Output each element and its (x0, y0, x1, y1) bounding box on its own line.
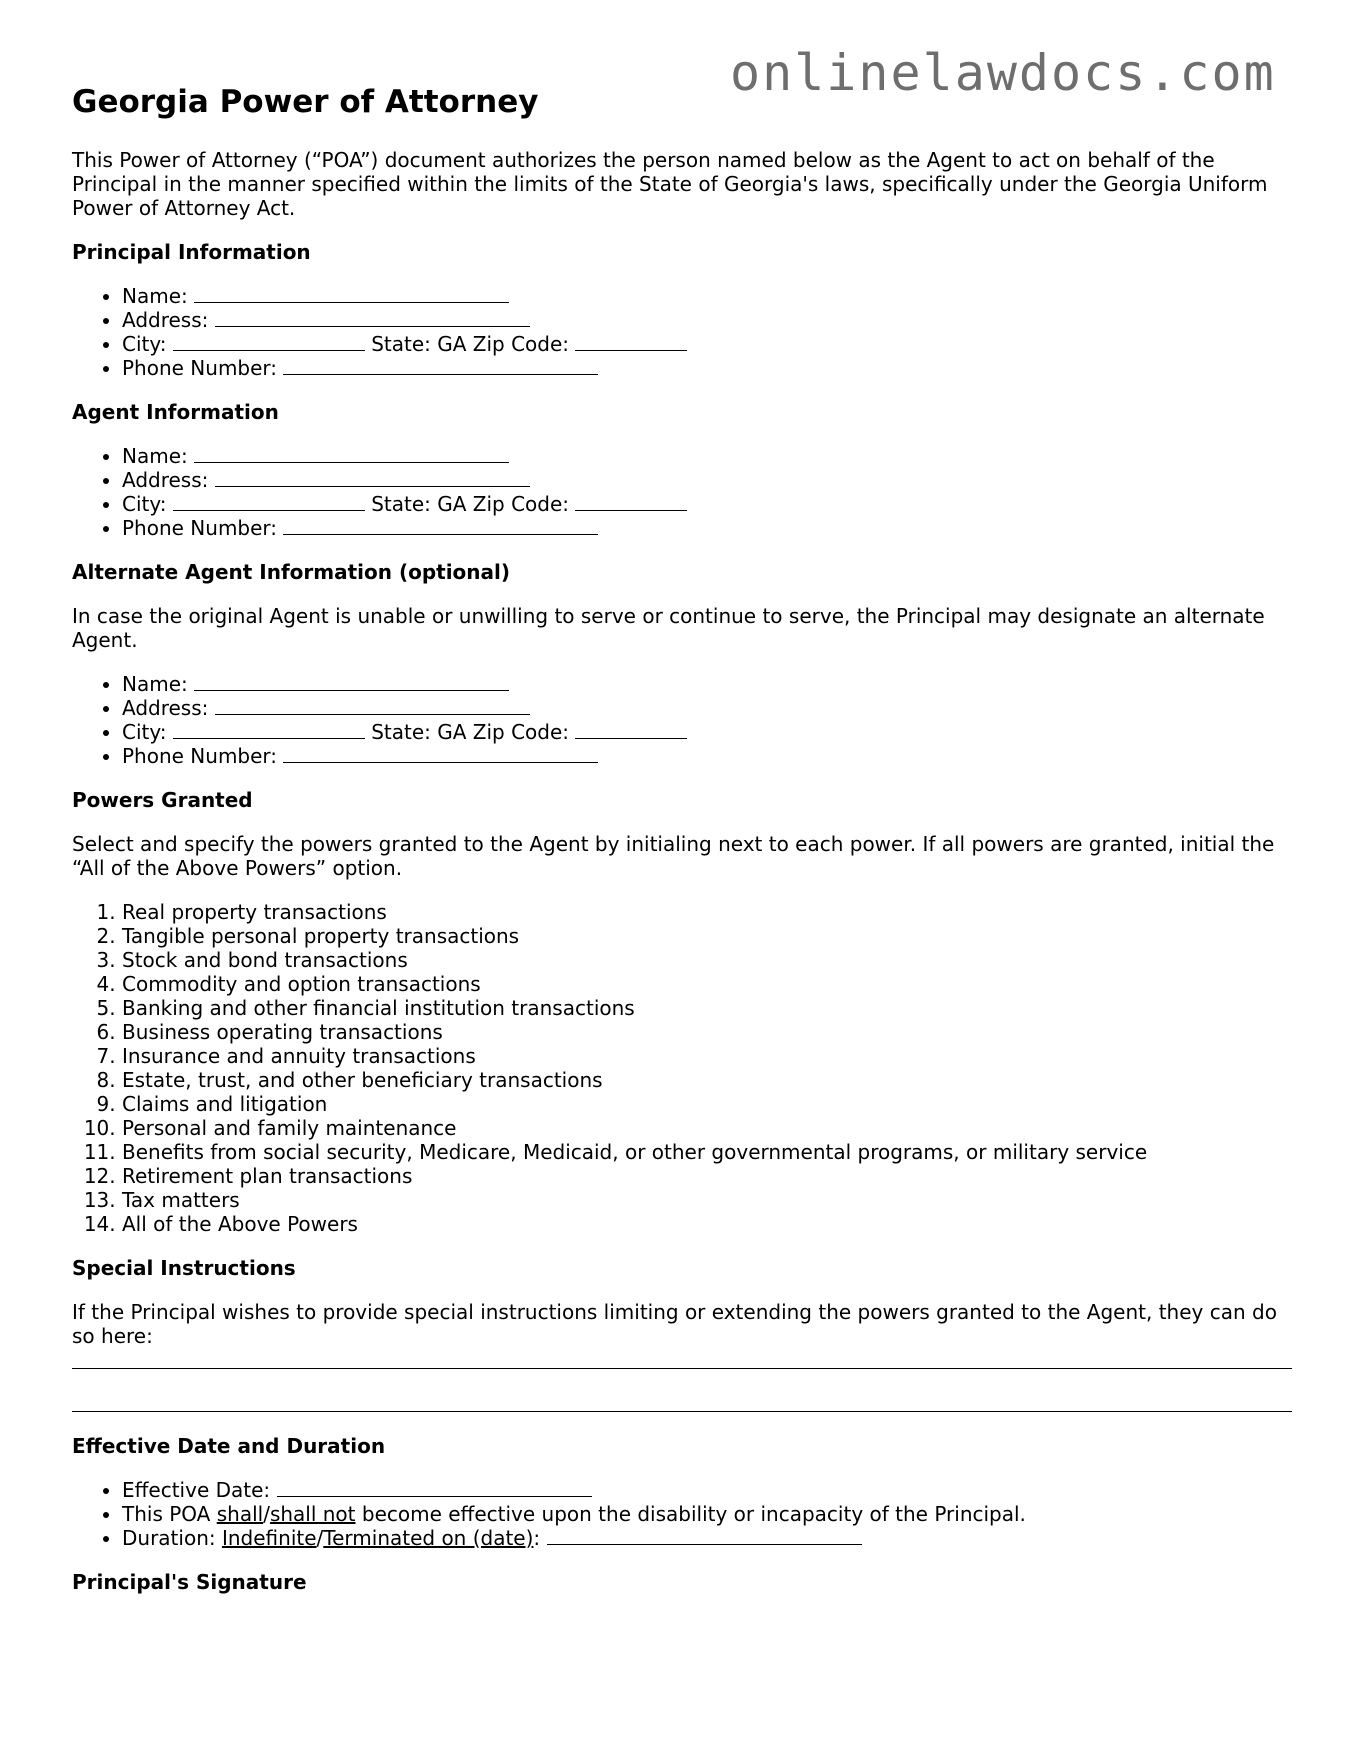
powers-paragraph: Select and specify the powers granted to the Agent by initialing next to each power. If all powers are granted, initial the “All of the Above Powers” option. (72, 832, 1275, 880)
agent-name-field: • Name: (122, 444, 1292, 468)
special-instructions-line-1[interactable] (72, 1368, 1292, 1369)
principal-city-blank[interactable] (173, 332, 365, 351)
powers-list (72, 900, 1292, 1236)
duration-date-blank[interactable] (547, 1526, 862, 1545)
agent-name-blank[interactable] (194, 444, 509, 463)
alternate-address-blank[interactable] (215, 696, 530, 715)
special-heading: Special Instructions (72, 1256, 296, 1280)
power-item: 9. Claims and litigation (122, 1092, 1292, 1116)
power-item: 5. Banking and other financial institution transactions (122, 996, 1292, 1020)
principal-phone-field: • Phone Number: (122, 356, 1292, 380)
intro-paragraph: This Power of Attorney (“POA”) document authorizes the person named below as the Agent to act on behalf of the Principal in the manner specified within the limits of the State of Georgia's laws, specifically under the Georgia Uniform Power of Attorney Act. (72, 148, 1268, 220)
power-item: 10. Personal and family maintenance (122, 1116, 1292, 1140)
effective-condition: • This POA shall/shall not become effective upon the disability or incapacity of the Principal. (122, 1502, 1292, 1526)
agent-city-blank[interactable] (173, 492, 365, 511)
power-item: 1. Real property transactions (122, 900, 1292, 924)
power-item: 4. Commodity and option transactions (122, 972, 1292, 996)
watermark: onlinelawdocs.com (730, 44, 1276, 102)
document (72, 82, 1292, 1614)
alternate-phone-blank[interactable] (283, 744, 598, 763)
indefinite-option[interactable]: Indefinite (221, 1526, 317, 1550)
duration-field: • Duration: Indefinite/Terminated on (date): (122, 1526, 1292, 1550)
effective-fields (72, 1478, 1292, 1550)
effective-date-field: • Effective Date: (122, 1478, 1292, 1502)
effective-date-blank[interactable] (277, 1478, 592, 1497)
power-item: 6. Business operating transactions (122, 1020, 1292, 1044)
shall-not-option[interactable]: shall not (269, 1502, 356, 1526)
alternate-paragraph: In case the original Agent is unable or unwilling to serve or continue to serve, the Principal may designate an alternate Agent. (72, 604, 1265, 652)
effective-heading: Effective Date and Duration (72, 1434, 386, 1458)
agent-city-field: • City: State: GA Zip Code: (122, 492, 1292, 516)
agent-zip-blank[interactable] (575, 492, 687, 511)
principal-phone-blank[interactable] (283, 356, 598, 375)
alternate-name-blank[interactable] (194, 672, 509, 691)
power-item: 12. Retirement plan transactions (122, 1164, 1292, 1188)
principal-name-field: • Name: (122, 284, 1292, 308)
principal-heading: Principal Information (72, 240, 311, 264)
power-item: 14. All of the Above Powers (122, 1212, 1292, 1236)
agent-phone-field: • Phone Number: (122, 516, 1292, 540)
power-item: 8. Estate, trust, and other beneficiary transactions (122, 1068, 1292, 1092)
special-instructions-line-2[interactable] (72, 1411, 1292, 1412)
shall-option[interactable]: shall (216, 1502, 264, 1526)
alternate-city-blank[interactable] (173, 720, 365, 739)
power-item: 3. Stock and bond transactions (122, 948, 1292, 972)
signature-heading: Principal's Signature (72, 1570, 307, 1594)
agent-fields (72, 444, 1292, 540)
power-item: 2. Tangible personal property transactions (122, 924, 1292, 948)
power-item: 11. Benefits from social security, Medicare, Medicaid, or other governmental programs, or military service (122, 1140, 1292, 1164)
principal-zip-blank[interactable] (575, 332, 687, 351)
principal-address-blank[interactable] (215, 308, 530, 327)
agent-address-field: • Address: (122, 468, 1292, 492)
principal-address-field: • Address: (122, 308, 1292, 332)
principal-name-blank[interactable] (194, 284, 509, 303)
document-title: Georgia Power of Attorney (72, 84, 539, 120)
alternate-phone-field: • Phone Number: (122, 744, 1292, 768)
alternate-zip-blank[interactable] (575, 720, 687, 739)
principal-city-field: • City: State: GA Zip Code: (122, 332, 1292, 356)
agent-phone-blank[interactable] (283, 516, 598, 535)
power-item: 13. Tax matters (122, 1188, 1292, 1212)
alternate-heading: Alternate Agent Information (optional) (72, 560, 511, 584)
alternate-address-field: • Address: (122, 696, 1292, 720)
agent-address-blank[interactable] (215, 468, 530, 487)
terminated-option[interactable]: Terminated on (date) (323, 1526, 534, 1550)
alternate-city-field: • City: State: GA Zip Code: (122, 720, 1292, 744)
power-item: 7. Insurance and annuity transactions (122, 1044, 1292, 1068)
agent-heading: Agent Information (72, 400, 279, 424)
alternate-fields (72, 672, 1292, 768)
principal-fields (72, 284, 1292, 380)
special-paragraph: If the Principal wishes to provide special instructions limiting or extending the powers granted to the Agent, they can do so here: (72, 1300, 1277, 1348)
powers-heading: Powers Granted (72, 788, 253, 812)
alternate-name-field: • Name: (122, 672, 1292, 696)
